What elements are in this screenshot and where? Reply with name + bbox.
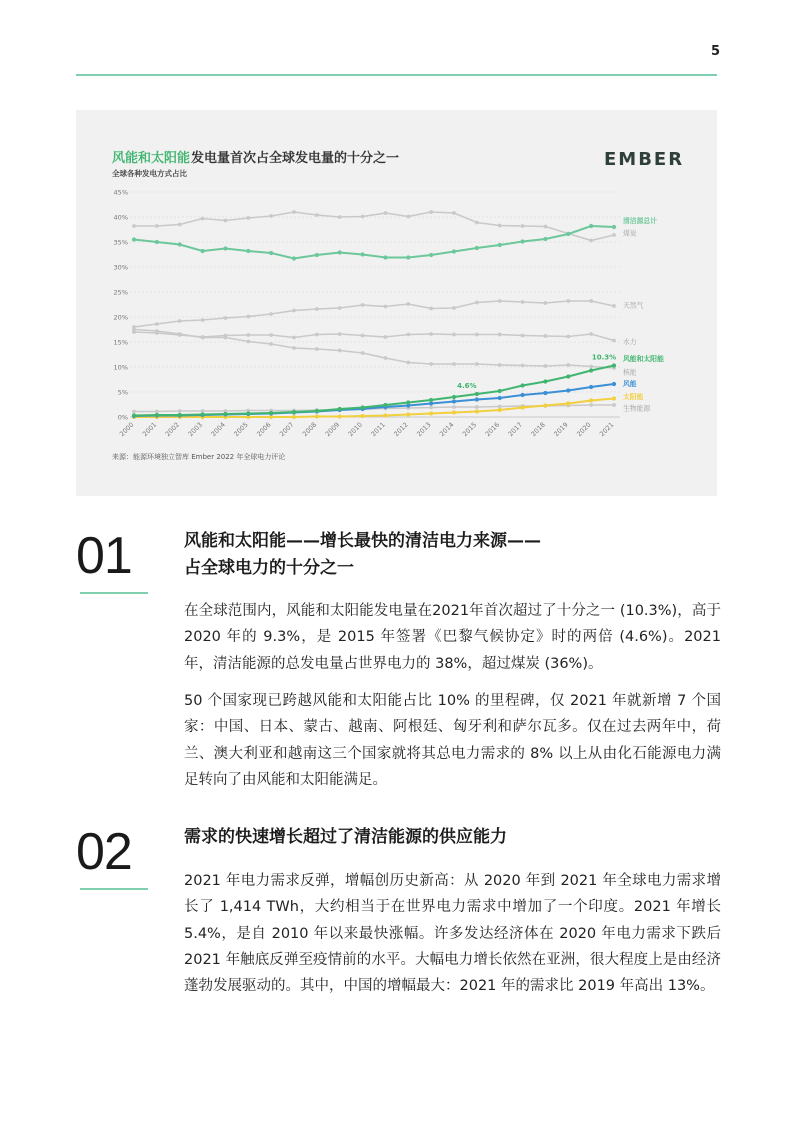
data-point [269, 251, 273, 255]
data-point [155, 413, 159, 417]
data-point [132, 413, 136, 417]
chart-source: 来源：能源环境独立智库 Ember 2022 年全球电力评论 [112, 453, 286, 461]
data-point [178, 409, 182, 413]
data-point [521, 224, 525, 228]
page-number: 5 [710, 44, 720, 59]
data-point [520, 393, 524, 397]
data-label: 4.6% [457, 382, 477, 390]
data-point [589, 368, 593, 372]
data-point [475, 397, 479, 401]
data-point [475, 301, 479, 305]
data-point [155, 240, 159, 244]
x-tick-label: 2007 [278, 420, 296, 439]
y-tick-label: 10% [113, 363, 128, 372]
data-point [406, 400, 410, 404]
data-point [246, 216, 250, 220]
data-point [384, 356, 388, 360]
data-label: 10.3% [591, 353, 617, 362]
data-point [543, 403, 547, 407]
data-point [269, 342, 273, 346]
data-point [429, 362, 433, 366]
paragraph: 2021 年电力需求反弹，增幅创历史新高：从 2020 年到 2021 年全球电力需求增长了 1,414 TWh，大约相当于在世界电力需求中增加了一个印度。2021 年增长 5.4%，是自 2010 年以来最快涨幅。许多发达经济体在 2020 年电力需求下跌后 2021 年触底反弹至疫情前的水平。大幅电力增长依然在亚洲，很大程度上是由经济蓬勃发展驱动的。其中，中国的增幅最大：2021 年的需求比 2019 年高出 13%。 [184, 873, 721, 995]
data-point [155, 329, 159, 333]
x-tick-label: 2012 [392, 420, 410, 439]
data-point [475, 221, 479, 225]
data-point [315, 333, 319, 337]
data-point [612, 403, 616, 407]
y-tick-label: 40% [113, 213, 128, 222]
data-point [498, 333, 502, 337]
x-tick-label: 2010 [346, 420, 364, 439]
data-point [429, 398, 433, 402]
data-point [384, 211, 388, 215]
data-point [383, 255, 387, 259]
data-point [292, 346, 296, 350]
series-label: 清洁源总计 [623, 217, 657, 225]
data-point [429, 253, 433, 257]
data-point [498, 299, 502, 303]
section-rule [80, 888, 148, 890]
chart-title: 发电量首次占全球发电量的十分之一 [191, 151, 400, 166]
data-point [406, 255, 410, 259]
data-point [269, 333, 273, 337]
x-tick-label: 2008 [300, 420, 319, 439]
data-point [566, 363, 570, 367]
data-point [612, 233, 616, 237]
section-title-line: 需求的快速增长超过了清洁能源的供应能力 [184, 827, 507, 847]
data-point [338, 407, 342, 411]
data-point [543, 237, 547, 241]
chart-subtitle: 全球各种发电方式占比 [112, 169, 187, 178]
data-point [200, 412, 204, 416]
data-point [429, 411, 433, 415]
data-point [201, 318, 205, 322]
data-point [612, 304, 616, 308]
y-tick-label: 45% [113, 188, 128, 197]
data-point [475, 409, 479, 413]
data-point [520, 405, 524, 409]
data-point [429, 406, 433, 410]
data-point [589, 365, 593, 369]
series-label: 风能 [623, 380, 637, 388]
x-tick-label: 2006 [255, 420, 273, 439]
data-point [566, 374, 570, 378]
data-point [612, 396, 616, 400]
x-tick-label: 2021 [598, 420, 616, 439]
data-point [155, 224, 159, 228]
x-tick-label: 2017 [506, 420, 524, 439]
x-tick-label: 2013 [415, 420, 433, 439]
data-point [498, 224, 502, 228]
data-point [200, 249, 204, 253]
x-tick-label: 2020 [575, 420, 593, 439]
data-point [566, 401, 570, 405]
data-point [521, 364, 525, 368]
data-point [452, 405, 456, 409]
data-point [224, 219, 228, 223]
data-point [201, 409, 205, 413]
chart-title-highlight: 风能和太阳能 [112, 151, 191, 166]
chart-figure [76, 110, 717, 496]
series-label: 风能和太阳能 [623, 355, 664, 363]
series-label: 太阳能 [623, 393, 644, 401]
data-point [338, 349, 342, 353]
data-point [498, 389, 502, 393]
data-point [406, 215, 410, 219]
data-point [292, 210, 296, 214]
data-point [315, 409, 319, 413]
data-point [338, 414, 342, 418]
data-point [292, 336, 296, 340]
data-point [543, 379, 547, 383]
paragraph: 50 个国家现已跨越风能和太阳能占比 10% 的里程碑，仅 2021 年就新增 7 个国家：中国、日本、蒙古、越南、阿根廷、匈牙利和萨尔瓦多。仅在过去两年中，荷兰、澳大利亚和越南这三个国家就将其总电力需求的 8% 以上从由化石能源电力满足转向了由风能和太阳能满足。 [184, 693, 721, 788]
data-point [224, 336, 228, 340]
data-point [384, 305, 388, 309]
data-point [292, 309, 296, 313]
data-point [315, 307, 319, 311]
data-point [566, 388, 570, 392]
data-point [452, 249, 456, 253]
data-point [132, 410, 136, 414]
x-tick-label: 2002 [163, 420, 182, 439]
series-label: 水力 [623, 338, 637, 346]
data-point [201, 336, 205, 340]
data-point [361, 334, 365, 338]
y-tick-label: 30% [113, 263, 128, 272]
data-point [178, 242, 182, 246]
x-tick-label: 2005 [232, 420, 250, 439]
data-point [292, 256, 296, 260]
series-label: 天然气 [623, 301, 644, 310]
series-line [134, 332, 614, 341]
data-point [612, 382, 616, 386]
y-tick-label: 0% [117, 413, 128, 422]
data-point [612, 225, 616, 229]
data-point [498, 243, 502, 247]
y-tick-label: 25% [113, 288, 128, 297]
data-point [566, 299, 570, 303]
y-tick-label: 15% [113, 338, 128, 347]
data-point [566, 232, 570, 236]
data-point [178, 413, 182, 417]
data-point [521, 334, 525, 338]
data-point [544, 301, 548, 305]
data-point [360, 252, 364, 256]
data-point [178, 223, 182, 227]
data-point [452, 399, 456, 403]
data-point [292, 410, 296, 414]
data-point [269, 411, 273, 415]
data-point [498, 408, 502, 412]
ember-logo: EMBER [604, 149, 685, 170]
line-chart [76, 110, 717, 496]
section-title [184, 528, 614, 582]
data-point [452, 333, 456, 337]
x-tick-label: 2018 [529, 420, 547, 439]
data-point [521, 300, 525, 304]
data-point [452, 362, 456, 366]
data-point [155, 322, 159, 326]
x-tick-label: 2015 [460, 420, 479, 439]
data-point [475, 405, 479, 409]
data-point [246, 249, 250, 253]
data-point [498, 363, 502, 367]
series-label: 煤炭 [623, 229, 637, 238]
data-point [338, 215, 342, 219]
data-point [315, 213, 319, 217]
data-point [589, 239, 593, 243]
data-point [520, 383, 524, 387]
data-point [589, 403, 593, 407]
data-point [360, 405, 364, 409]
data-point [269, 214, 273, 218]
data-point [201, 217, 205, 221]
data-point [406, 333, 410, 337]
x-tick-label: 2009 [323, 420, 342, 439]
data-point [361, 351, 365, 355]
data-point [544, 225, 548, 229]
data-point [589, 224, 593, 228]
section-number: 01 [76, 527, 132, 585]
data-point [269, 312, 273, 316]
data-point [246, 340, 250, 344]
y-tick-label: 35% [113, 238, 128, 247]
y-tick-label: 5% [117, 388, 128, 397]
section-title [184, 824, 614, 851]
section-rule [80, 592, 148, 594]
data-point [475, 333, 479, 337]
data-point [132, 237, 136, 241]
data-point [498, 405, 502, 409]
data-point [178, 332, 182, 336]
data-point [315, 253, 319, 257]
data-point [338, 250, 342, 254]
data-point [475, 362, 479, 366]
data-point [544, 334, 548, 338]
section-title-line: 风能和太阳能——增长最快的清洁电力来源—— [184, 531, 541, 551]
data-point [132, 328, 136, 332]
x-tick-label: 2011 [369, 420, 387, 439]
data-point [292, 415, 296, 419]
data-point [155, 410, 159, 414]
data-point [612, 339, 616, 343]
data-point [384, 335, 388, 339]
data-point [246, 333, 250, 337]
data-point [178, 319, 182, 323]
data-point [475, 392, 479, 396]
data-point [132, 224, 136, 228]
data-point [338, 306, 342, 310]
data-point [544, 364, 548, 368]
x-tick-label: 2014 [438, 420, 456, 439]
x-tick-label: 2001 [140, 420, 159, 439]
data-point [520, 239, 524, 243]
data-point [361, 303, 365, 307]
data-point [223, 246, 227, 250]
series-line [134, 212, 614, 241]
header-divider [76, 74, 717, 76]
data-point [429, 332, 433, 336]
x-tick-label: 2004 [209, 420, 227, 439]
data-point [475, 246, 479, 250]
data-point [383, 413, 387, 417]
data-point [498, 396, 502, 400]
data-point [246, 411, 250, 415]
x-tick-label: 2019 [552, 420, 570, 439]
data-point [589, 299, 593, 303]
series-label: 生物能源 [623, 404, 651, 413]
data-point [315, 347, 319, 351]
data-point [612, 363, 616, 367]
data-point [246, 315, 250, 319]
data-point [452, 306, 456, 310]
x-tick-label: 2003 [186, 420, 204, 439]
series-line [134, 301, 614, 327]
data-point [429, 307, 433, 311]
data-point [361, 215, 365, 219]
data-point [406, 361, 410, 365]
series-label: 核能 [623, 368, 637, 377]
data-point [543, 391, 547, 395]
section-number: 02 [76, 823, 132, 881]
data-point [452, 211, 456, 215]
data-point [224, 316, 228, 320]
data-point [589, 332, 593, 336]
data-point [589, 385, 593, 389]
data-point [338, 332, 342, 336]
x-tick-label: 2000 [118, 420, 136, 439]
y-tick-label: 20% [113, 313, 128, 322]
data-point [406, 302, 410, 306]
data-point [383, 403, 387, 407]
data-point [452, 410, 456, 414]
data-point [406, 412, 410, 416]
x-tick-label: 2016 [483, 420, 502, 439]
paragraph: 在全球范围内，风能和太阳能发电量在2021年首次超过了十分之一 (10.3%)，高于 2020 年的 9.3%，是 2015 年签署《巴黎气候协定》时的两倍 (4.6%)。2021 年，清洁能源的总发电量占世界电力的 38%，超过煤炭 (36%)。 [184, 603, 721, 672]
data-point [223, 412, 227, 416]
section-title-line: 占全球电力的十分之一 [184, 558, 354, 578]
data-point [589, 398, 593, 402]
data-point [315, 414, 319, 418]
data-point [360, 414, 364, 418]
data-point [452, 395, 456, 399]
data-point [566, 335, 570, 339]
data-point [429, 210, 433, 214]
